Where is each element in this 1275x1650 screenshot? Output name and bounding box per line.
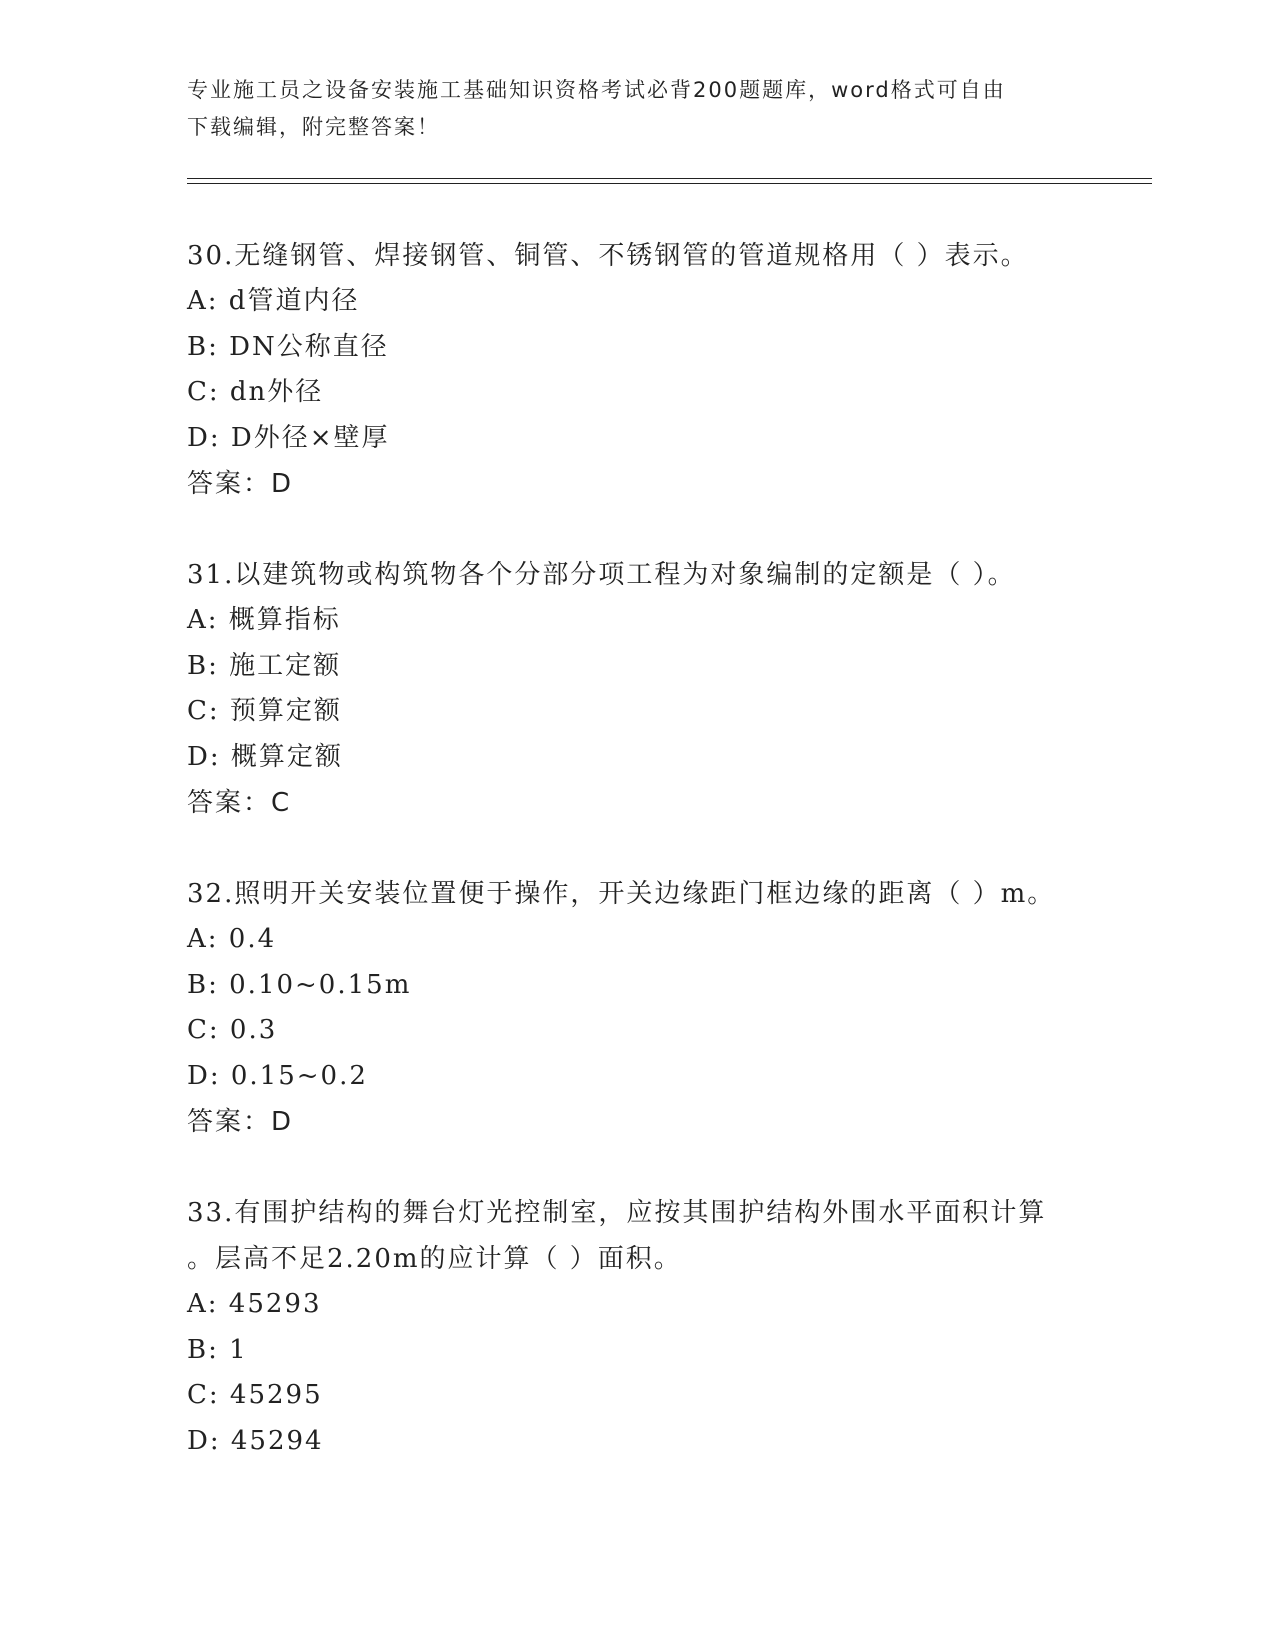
option-b: B: DN公称直径 (187, 331, 389, 362)
question-stem-line-2: 。层高不足2.20m的应计算（ ）面积。 (187, 1244, 682, 1274)
question-stem-line-1: 33.有围护结构的舞台灯光控制室，应按其围护结构外围水平面积计算 (187, 1198, 1047, 1228)
header-line-2: 下载编辑，附完整答案！ (187, 115, 440, 139)
header-divider-top (187, 178, 1152, 179)
header-line-1: 专业施工员之设备安装施工基础知识资格考试必背200题题库，word格式可自由 (187, 78, 1006, 102)
option-a: A: 概算指标 (187, 605, 341, 635)
option-a: A: 0.4 (187, 924, 277, 954)
question-33 (187, 1190, 1087, 1464)
option-d: D: 概算定额 (187, 741, 343, 772)
option-b: B: 施工定额 (187, 650, 342, 681)
header-divider-bottom (187, 183, 1152, 184)
answer: 答案：D (187, 469, 294, 499)
question-stem: 31.以建筑物或构筑物各个分部分项工程为对象编制的定额是（ ）。 (187, 560, 1016, 590)
option-b: B: 1 (187, 1334, 248, 1365)
option-d: D: 45294 (187, 1425, 324, 1456)
answer: 答案：D (187, 1107, 294, 1137)
option-c: C: 预算定额 (187, 696, 342, 726)
question-31 (187, 552, 1087, 826)
option-c: C: dn外径 (187, 377, 324, 407)
option-a: A: 45293 (187, 1289, 322, 1319)
option-a: A: d管道内径 (187, 286, 360, 316)
option-d: D: 0.15~0.2 (187, 1060, 368, 1091)
option-c: C: 0.3 (187, 1015, 278, 1045)
option-d: D: D外径×壁厚 (187, 422, 390, 453)
question-stem: 30.无缝钢管、焊接钢管、铜管、不锈钢管的管道规格用（ ）表示。 (187, 241, 1029, 271)
question-32 (187, 871, 1087, 1145)
question-30 (187, 233, 1087, 507)
document-header (187, 72, 1067, 146)
question-stem: 32.照明开关安装位置便于操作，开关边缘距门框边缘的距离（ ）m。 (187, 879, 1056, 909)
option-b: B: 0.10~0.15m (187, 969, 412, 1000)
answer: 答案：C (187, 788, 292, 818)
option-c: C: 45295 (187, 1380, 323, 1410)
